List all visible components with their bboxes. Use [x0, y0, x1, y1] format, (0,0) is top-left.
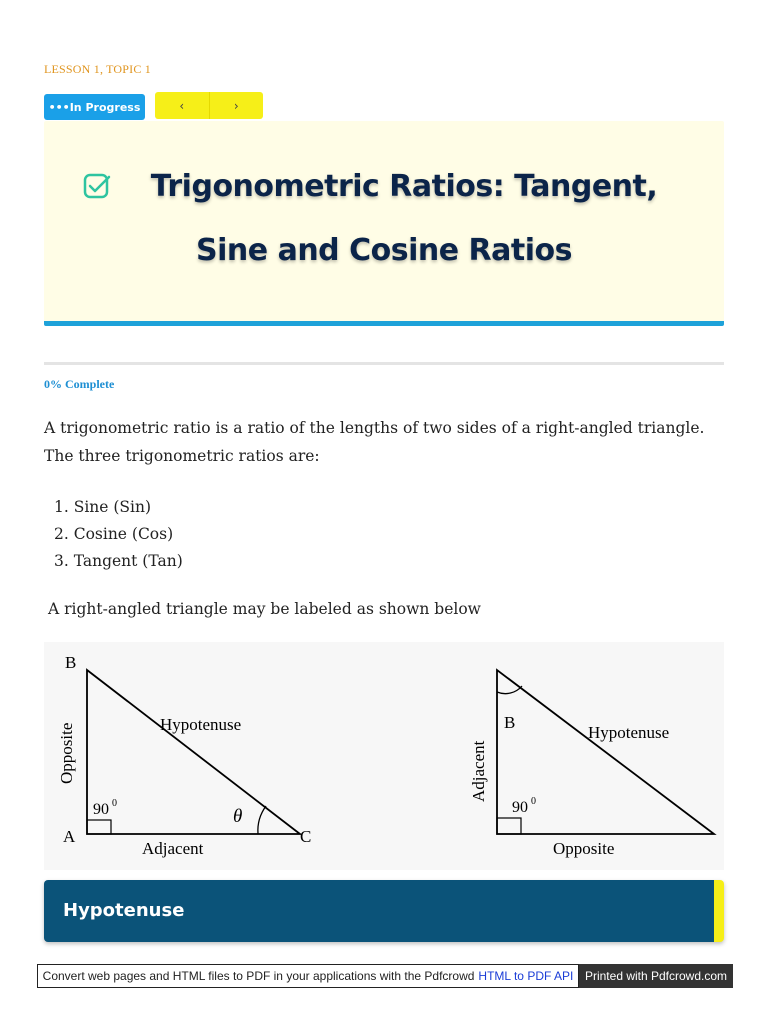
lesson-nav [155, 92, 263, 119]
list-item: 3. Tangent (Tan) [54, 552, 183, 570]
right-triangle [469, 670, 714, 858]
left-opposite-label: Opposite [57, 722, 76, 784]
right-right-angle-label: 90 [512, 799, 528, 816]
lesson-title-box [44, 121, 724, 326]
footer-message [37, 964, 579, 988]
right-adjacent-label: Adjacent [469, 740, 488, 802]
left-triangle [57, 653, 311, 858]
diagram-caption: A right-angled triangle may be labeled as shown below [48, 600, 481, 618]
progress-label: 0% Complete [44, 377, 115, 391]
intro-line-1: A trigonometric ratio is a ratio of the lengths of two sides of a right-angled triangle. [44, 419, 705, 437]
list-item: 1. Sine (Sin) [54, 498, 152, 516]
left-theta-label: θ [233, 806, 243, 827]
progress-bar [44, 362, 724, 365]
breadcrumb[interactable]: LESSON 1, TOPIC 1 [44, 62, 151, 76]
ratio-list [54, 494, 183, 575]
intro-line-2: The three trigonometric ratios are: [44, 447, 320, 465]
right-degree-mark: 0 [531, 796, 536, 807]
intro-paragraph [44, 414, 734, 470]
footer-text: Convert web pages and HTML files to PDF in your applications with the Pdfcrowd [42, 969, 475, 983]
in-progress-button[interactable]: •••In Progress [44, 94, 145, 120]
prev-lesson-button[interactable]: ‹ [155, 92, 210, 119]
printed-with-badge[interactable]: Printed with Pdfcrowd.com [579, 964, 733, 988]
right-hypotenuse-label: Hypotenuse [588, 723, 670, 742]
triangle-diagram [44, 642, 724, 870]
left-adjacent-label: Adjacent [142, 839, 204, 858]
left-vertex-b: B [65, 653, 77, 672]
hypotenuse-section-bar[interactable] [44, 880, 724, 942]
triangle-diagram-svg [44, 642, 724, 870]
left-hypotenuse-label: Hypotenuse [160, 715, 242, 734]
page-title-line-2: Sine and Cosine Ratios [196, 233, 572, 268]
right-vertex-b: B [504, 713, 516, 732]
left-right-angle-label: 90 [93, 801, 109, 818]
section-title: Hypotenuse [63, 900, 185, 921]
left-vertex-c: C [300, 827, 312, 846]
right-opposite-label: Opposite [553, 839, 615, 858]
html-to-pdf-api-link[interactable]: HTML to PDF API [478, 969, 574, 983]
list-item: 2. Cosine (Cos) [54, 525, 174, 543]
next-lesson-button[interactable]: › [233, 98, 239, 113]
page-title-line-1: Trigonometric Ratios: Tangent, [150, 169, 658, 204]
left-degree-mark: 0 [112, 798, 117, 809]
pdfcrowd-footer [37, 964, 733, 988]
left-vertex-a: A [63, 827, 76, 846]
